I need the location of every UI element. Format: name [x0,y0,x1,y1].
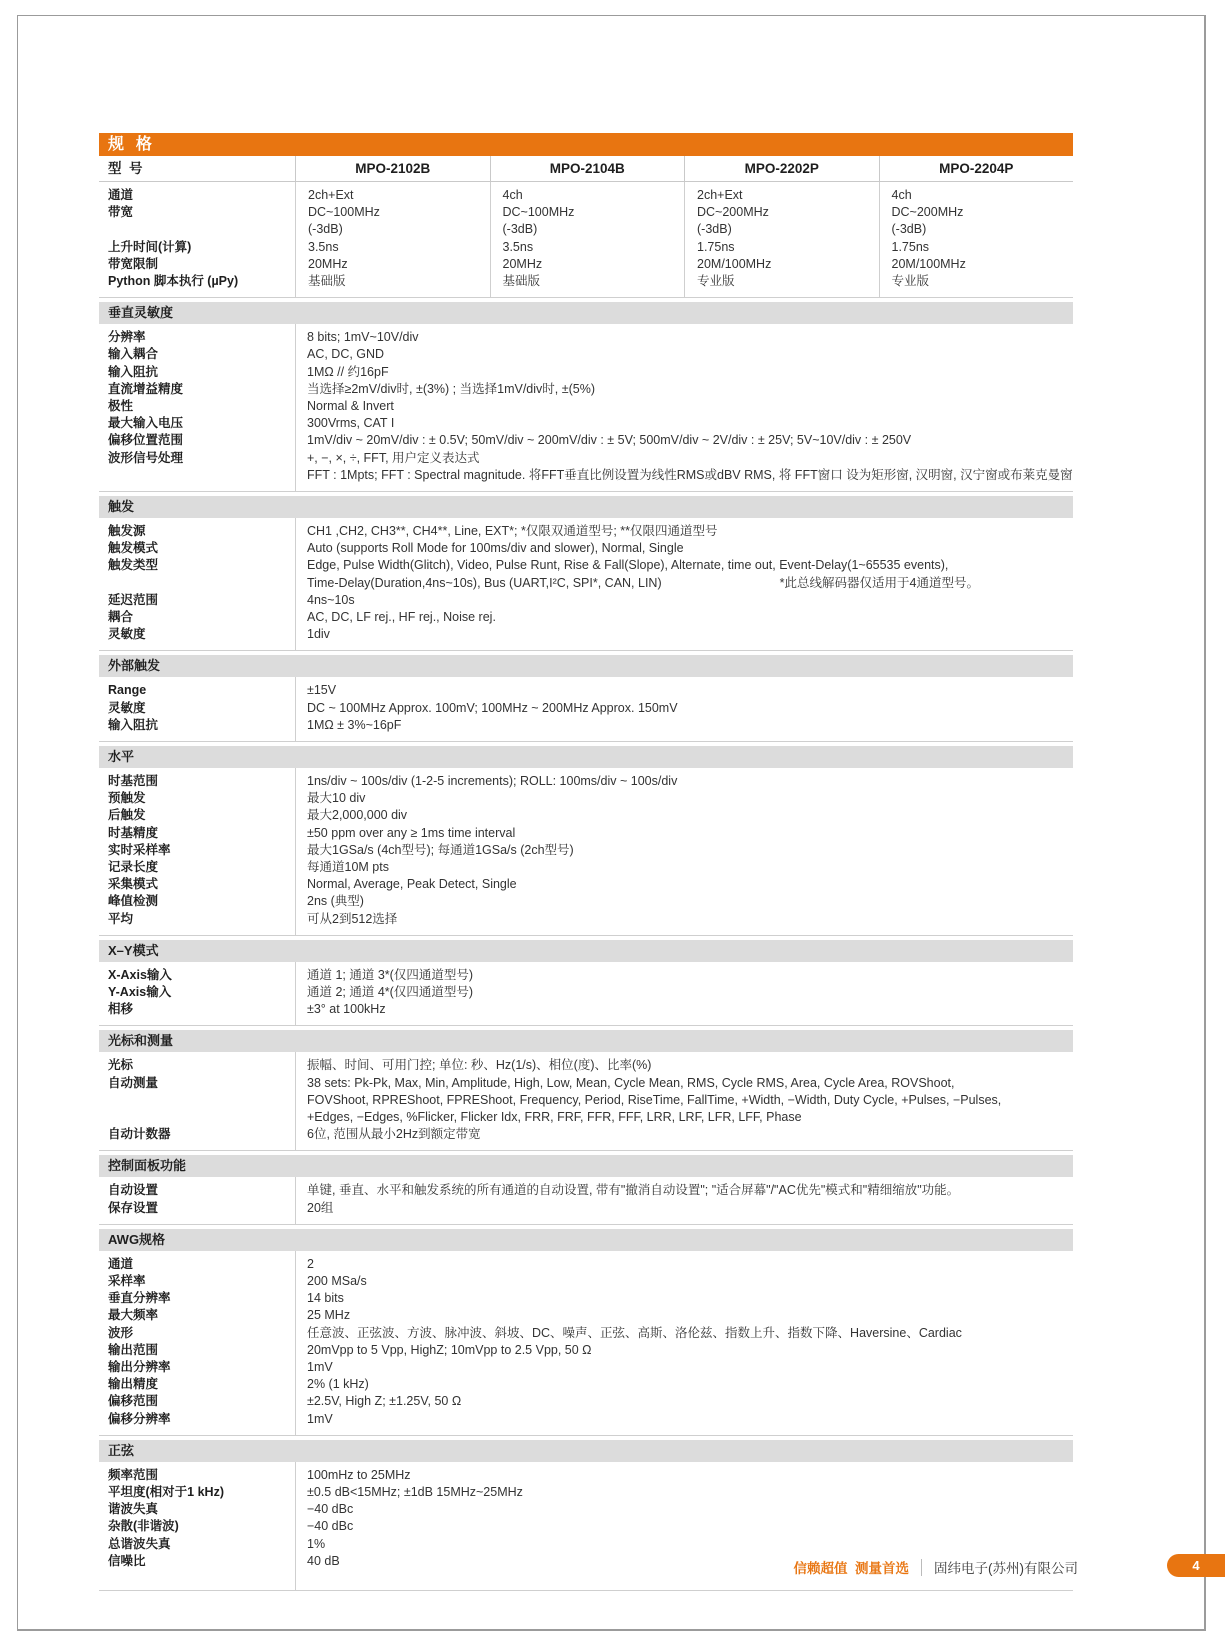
spec-label: 输出精度 [108,1377,159,1392]
spec-value-cell [295,1307,1073,1324]
spec-value: 14 bits [307,1291,344,1306]
spec-value: 每通道10M pts [307,860,389,874]
spec-label: 触发源 [108,523,146,538]
spec-row [99,540,1073,557]
spec-value: DC~100MHz [308,205,380,220]
section-title: 光标和测量 [108,1033,174,1049]
spec-label: 谐波失真 [108,1502,159,1517]
spec-label: 时基精度 [108,825,159,840]
spec-value-cell [295,700,1073,717]
spec-value: 可从2到512选择 [307,911,398,926]
spec-label: 垂直分辨率 [108,1291,171,1306]
spec-value-cell [295,381,1073,398]
spec-value: Auto (supports Roll Mode for 100ms/div and slower), Normal, Single [307,541,684,556]
spec-value: 专业版 [697,273,735,288]
spec-row [99,381,1073,398]
spec-value: −40 dBc [307,1502,354,1517]
spec-value: Time-Delay(Duration,4ns~10s), Bus (UART,I²C, SPI*, CAN, LIN) [307,575,662,590]
spec-value: 最大10 div [307,791,366,806]
spec-label: 平坦度(相对于1 kHz) [108,1485,224,1500]
spec-value-cell [295,893,1073,910]
model-header-label: 型 号 [108,161,143,176]
spec-label: 偏移分辨率 [108,1411,171,1426]
section-title: 触发 [108,498,135,514]
spec-value-cell [295,1359,1073,1376]
section-title: 正弦 [108,1442,135,1458]
spec-row [99,967,1073,984]
spec-value: FFT : 1Mpts; FFT : Spectral magnitude. 将FFT垂直比例设置为线性RMS或dBV RMS, 将 FFT窗口 设为矩形窗, 汉明窗, 汉宁窗或布莱克曼窗 [307,467,1073,482]
spec-row [99,1256,1073,1273]
spec-row [99,523,1073,540]
spec-row [99,450,1073,467]
section-title: AWG规格 [108,1231,166,1247]
spec-value: 当选择≥2mV/div时, ±(3%) ; 当选择1mV/div时, ±(5%) [307,381,595,396]
spec-label: 平均 [108,911,134,926]
section-band [99,302,1073,324]
spec-value-cell [295,790,1073,807]
spec-label: 上升时间(计算) [108,239,192,254]
spec-value: 通道 1; 通道 3*(仅四通道型号) [307,967,473,982]
spec-value: 通道 2; 通道 4*(仅四通道型号) [307,985,473,1000]
spec-value: 6位, 范围从最小2Hz到额定带宽 [307,1127,481,1142]
model-name: MPO-2104B [490,156,685,181]
section-rows [99,677,1073,742]
model-spec-grid [99,182,1073,298]
spec-sections [99,302,1073,1591]
spec-row [99,592,1073,609]
section-rows [99,768,1073,936]
spec-row [99,1325,1073,1342]
section-band [99,655,1073,677]
spec-value-cell [295,1376,1073,1393]
spec-label: 自动计数器 [108,1127,171,1142]
spec-value-cell [295,398,1073,415]
spec-value: 20mVpp to 5 Vpp, HighZ; 10mVpp to 2.5 Vpp, 50 Ω [307,1342,592,1357]
spec-value-cell [295,876,1073,893]
spec-value: AC, DC, LF rej., HF rej., Noise rej. [307,609,496,624]
spec-row [99,842,1073,859]
spec-label: 直流增益精度 [108,381,184,396]
spec-value: (-3dB) [502,222,538,237]
spec-label: 光标 [108,1058,134,1073]
spec-value: +, −, ×, ÷, FFT, 用户定义表达式 [307,450,480,465]
spec-value: 1ns/div ~ 100s/div (1-2-5 increments); ROLL: 100ms/div ~ 100s/div [307,773,678,788]
model-name: MPO-2202P [684,156,879,181]
spec-value: 20MHz [502,256,543,271]
spec-value-cell [295,467,1073,484]
spec-value: −40 dBc [307,1519,354,1534]
spec-value-cell [295,717,1073,734]
spec-label: 实时采样率 [108,842,171,857]
spec-row [99,364,1073,381]
model-grid-value-column [879,182,1074,297]
spec-row [99,1536,1073,1553]
section-band [99,746,1073,768]
section-rows [99,1052,1073,1151]
spec-value-cell [295,1057,1073,1074]
spec-value-cell [295,967,1073,984]
spec-label: 通道 [108,188,134,202]
section-rows [99,324,1073,492]
spec-value: 2ch+Ext [697,188,743,202]
spec-value: 20组 [307,1200,334,1215]
spec-label: X-Axis输入 [108,967,172,982]
spec-value-cell [295,807,1073,824]
spec-label: 峰值检测 [108,894,159,909]
spec-title-band [99,133,1073,156]
spec-value: FOVShoot, RPREShoot, FPREShoot, Frequency, Period, RiseTime, FallTime, +Width, −Width, Duty Cycle, +Pulses, −Pulses, [307,1092,1002,1107]
spec-label: 自动设置 [108,1183,159,1198]
spec-label: 输出范围 [108,1342,159,1357]
spec-row [99,1126,1073,1143]
spec-value-cell [295,1256,1073,1273]
spec-value: 专业版 [891,273,930,288]
model-header-row [99,156,1073,182]
spec-label: 频率范围 [108,1467,159,1482]
spec-label: 保存设置 [108,1200,159,1215]
section-title: 水平 [108,748,135,764]
spec-value: Edge, Pulse Width(Glitch), Video, Pulse Runt, Rise & Fall(Slope), Alternate, time out, Event-Delay(1~65535 events), [307,558,949,573]
spec-value-cell [295,1518,1073,1535]
footer-divider [921,1559,922,1576]
spec-label: 输入耦合 [108,347,159,362]
spec-row [99,984,1073,1001]
spec-row [99,1092,1073,1109]
spec-value: AC, DC, GND [307,347,385,362]
spec-value-cell [295,1411,1073,1428]
spec-row [99,346,1073,363]
spec-value: 4ns~10s [307,592,355,607]
spec-label: 耦合 [108,609,134,624]
spec-value-cell [295,609,1073,626]
spec-value-cell [295,1075,1073,1092]
spec-label: 最大频率 [108,1308,159,1323]
spec-label: 输入阻抗 [108,717,159,732]
spec-row [99,1411,1073,1428]
spec-label: 触发类型 [108,558,159,573]
model-grid-value-column [490,182,685,297]
spec-label: 带宽限制 [108,256,159,271]
spec-value-cell [295,540,1073,557]
spec-row [99,1182,1073,1199]
spec-row [99,1001,1073,1018]
spec-value-cell [295,1342,1073,1359]
spec-label: 波形 [108,1325,134,1340]
spec-value: 最大1GSa/s (4ch型号); 每通道1GSa/s (2ch型号) [307,842,574,857]
section-band [99,1155,1073,1177]
spec-label [99,1109,295,1126]
spec-label: 带宽 [108,205,134,220]
spec-row [99,1393,1073,1410]
spec-value: DC~100MHz [502,205,575,220]
spec-value: ±15V [307,683,337,698]
spec-value: DC ~ 100MHz Approx. 100mV; 100MHz ~ 200MHz Approx. 150mV [307,700,678,715]
spec-value: 2ch+Ext [308,188,354,202]
spec-value: ±0.5 dB<15MHz; ±1dB 15MHz~25MHz [307,1485,523,1500]
spec-label: 灵敏度 [108,627,146,642]
section-title: 控制面板功能 [108,1158,187,1174]
spec-value: 1mV/div ~ 20mV/div : ± 0.5V; 50mV/div ~ 200mV/div : ± 5V; 500mV/div ~ 2V/div : ± 25V; 5V~10V/div : ± 250V [307,433,912,448]
spec-value-cell [295,984,1073,1001]
spec-title: 规 格 [108,136,153,153]
spec-row [99,1307,1073,1324]
section-rows [99,1251,1073,1436]
spec-label: 输入阻抗 [108,364,159,379]
spec-value: 1% [307,1536,326,1551]
spec-value-cell [295,523,1073,540]
spec-value-cell [295,1001,1073,1018]
model-grid-value-column [295,182,490,297]
spec-label: 自动测量 [108,1075,159,1090]
spec-value-cell [295,682,1073,699]
spec-label: 分辨率 [108,330,146,345]
spec-value: 4ch [502,188,523,202]
spec-label: 采集模式 [108,877,159,892]
spec-value: DC~200MHz [697,205,769,220]
spec-value: 1MΩ // 约16pF [307,364,389,379]
spec-value-cell [295,557,1073,574]
spec-row [99,825,1073,842]
spec-value: 100mHz to 25MHz [307,1467,411,1482]
spec-row [99,1109,1073,1126]
spec-label: 触发模式 [108,541,159,556]
spec-label: 预触发 [108,791,146,806]
spec-row [99,1359,1073,1376]
spec-value: 3.5ns [502,239,534,254]
spec-label: 总谐波失真 [108,1536,171,1551]
spec-label: Y-Axis输入 [108,985,172,1000]
spec-value: 38 sets: Pk-Pk, Max, Min, Amplitude, High, Low, Mean, Cycle Mean, RMS, Cycle RMS, Area, Cycle Area, ROVShoot, [307,1075,955,1090]
spec-value-cell [295,1501,1073,1518]
spec-value: (-3dB) [308,222,343,237]
spec-label: 相移 [108,1002,134,1017]
spec-label: 时基范围 [108,773,159,788]
spec-row [99,1501,1073,1518]
spec-value: 2ns (典型) [307,894,364,909]
spec-row [99,575,1073,592]
section-rows [99,1177,1073,1224]
section-band [99,1030,1073,1052]
spec-value: 任意波、正弦波、方波、脉冲波、斜坡、DC、噪声、正弦、高斯、洛伦兹、指数上升、指数下降、Haversine、Cardiac [307,1325,962,1340]
spec-value: 1.75ns [891,239,930,254]
spec-value: 基础版 [502,273,541,288]
spec-value: 40 dB [307,1553,340,1568]
spec-value-cell [295,1325,1073,1342]
spec-value-cell [295,1200,1073,1217]
spec-row [99,790,1073,807]
model-grid-label-column [99,182,295,297]
spec-label: 极性 [108,398,134,413]
spec-value: DC~200MHz [891,205,964,220]
spec-value: ±3° at 100kHz [307,1002,386,1017]
section-title: X–Y模式 [108,942,159,958]
section-rows [99,518,1073,651]
page-number-tab: 4 [1167,1554,1225,1577]
spec-row [99,432,1073,449]
model-grid-value-column [684,182,879,297]
spec-value-cell [295,329,1073,346]
spec-value: 1div [307,627,330,642]
spec-value-cell [295,911,1073,928]
spec-label [99,467,295,484]
spec-row [99,609,1073,626]
spec-row [99,398,1073,415]
spec-value-cell [295,1126,1073,1143]
spec-row [99,911,1073,928]
spec-value: 单键, 垂直、水平和触发系统的所有通道的自动设置, 带有"撤消自动设置"; "适合屏幕"/"AC优先"模式和"精细缩放"功能。 [307,1183,960,1198]
spec-value: 20MHz [308,256,348,271]
spec-value-cell [295,1182,1073,1199]
spec-label [99,575,295,592]
spec-row [99,1376,1073,1393]
spec-label: 记录长度 [108,860,159,874]
spec-row [99,1057,1073,1074]
spec-row [99,1200,1073,1217]
spec-row [99,876,1073,893]
spec-value: (-3dB) [891,222,927,237]
spec-row [99,700,1073,717]
spec-value: 25 MHz [307,1308,351,1323]
spec-value-cell [295,346,1073,363]
spec-label: 偏移范围 [108,1394,159,1409]
spec-label: 最大输入电压 [108,416,184,431]
spec-row [99,626,1073,643]
spec-label: 后触发 [108,808,146,823]
spec-label: Range [108,683,147,698]
spec-row [99,1484,1073,1501]
spec-value: 基础版 [308,273,346,288]
spec-value: 最大2,000,000 div [307,808,408,823]
spec-value: 200 MSa/s [307,1274,367,1289]
spec-row [99,1273,1073,1290]
spec-value-cell [295,592,1073,609]
spec-value: +Edges, −Edges, %Flicker, Flicker Idx, FRR, FRF, FFR, FFF, LRR, LRF, LFR, LFF, Phase [307,1110,802,1125]
spec-value: 1mV [307,1411,333,1426]
section-rows [99,962,1073,1027]
spec-value-cell [295,842,1073,859]
spec-value: 4ch [891,188,912,202]
spec-table [99,133,1073,1591]
spec-value: 振幅、时间、可用门控; 单位: 秒、Hz(1/s)、相位(度)、比率(%) [307,1058,652,1073]
spec-label: 波形信号处理 [108,450,184,465]
spec-row [99,859,1073,876]
spec-row [99,682,1073,699]
spec-value-cell [295,1109,1073,1126]
page-footer [793,1556,1078,1578]
spec-value-cell [295,450,1073,467]
spec-value-cell [295,364,1073,381]
spec-label: 延迟范围 [108,592,159,607]
spec-value-cell [295,1273,1073,1290]
spec-row [99,807,1073,824]
spec-value: 3.5ns [308,239,339,254]
spec-row [99,467,1073,484]
spec-value-cell [295,432,1073,449]
spec-value: 8 bits; 1mV~10V/div [307,330,419,345]
footer-company-name: 固纬电子(苏州)有限公司 [934,1561,1078,1576]
spec-value-cell [295,626,1073,643]
spec-value: CH1 ,CH2, CH3**, CH4**, Line, EXT*; *仅限双通道型号; **仅限四通道型号 [307,523,718,538]
spec-value-cell [295,575,1073,592]
spec-row [99,557,1073,574]
spec-value: 300Vrms, CAT I [307,416,395,431]
spec-row [99,329,1073,346]
spec-row [99,773,1073,790]
spec-value-cell [295,1484,1073,1501]
spec-value-cell [295,859,1073,876]
spec-value: 20M/100MHz [891,256,966,271]
spec-value: 2% (1 kHz) [307,1377,369,1392]
section-band [99,1229,1073,1251]
spec-row [99,1467,1073,1484]
spec-value-cell [295,1393,1073,1410]
section-band [99,940,1073,962]
spec-label: 杂散(非谐波) [108,1519,179,1534]
model-name: MPO-2204P [879,156,1074,181]
spec-row [99,1075,1073,1092]
spec-value: Normal & Invert [307,398,394,413]
spec-value-cell [295,415,1073,432]
spec-row [99,893,1073,910]
spec-value: 1mV [307,1360,333,1375]
spec-value: ±2.5V, High Z; ±1.25V, 50 Ω [307,1394,462,1409]
spec-value: 20M/100MHz [697,256,772,271]
spec-row [99,1342,1073,1359]
spec-value-cell [295,1536,1073,1553]
section-title: 外部触发 [108,658,161,674]
spec-label: 信噪比 [108,1553,146,1568]
spec-row [99,1290,1073,1307]
spec-value: ±50 ppm over any ≥ 1ms time interval [307,825,516,840]
section-band [99,1440,1073,1462]
spec-label [99,1092,295,1109]
spec-label: 采样率 [108,1274,146,1289]
footer-slogan: 信赖超值 测量首选 [793,1561,909,1576]
spec-label: 通道 [108,1256,134,1271]
spec-label: 偏移位置范围 [108,433,184,448]
spec-label [99,221,295,238]
spec-value-cell [295,825,1073,842]
spec-value: 1.75ns [697,239,735,254]
spec-value-cell [295,1092,1073,1109]
spec-label: 灵敏度 [108,700,146,715]
spec-value: 1MΩ ± 3%~16pF [307,717,402,732]
spec-value-cell [295,773,1073,790]
bus-decoder-note: *此总线解码器仅适用于4通道型号。 [779,575,979,590]
spec-row [99,415,1073,432]
spec-value: Normal, Average, Peak Detect, Single [307,877,517,892]
spec-value: (-3dB) [697,222,732,237]
spec-row [99,717,1073,734]
spec-label: 输出分辨率 [108,1360,171,1375]
spec-value-cell [295,1467,1073,1484]
spec-label: Python 脚本执行 (µPy) [108,273,239,288]
spec-value: 2 [307,1256,314,1271]
section-band [99,496,1073,518]
section-title: 垂直灵敏度 [108,305,174,321]
model-name: MPO-2102B [295,156,490,181]
spec-value-cell [295,1290,1073,1307]
spec-row [99,1518,1073,1535]
